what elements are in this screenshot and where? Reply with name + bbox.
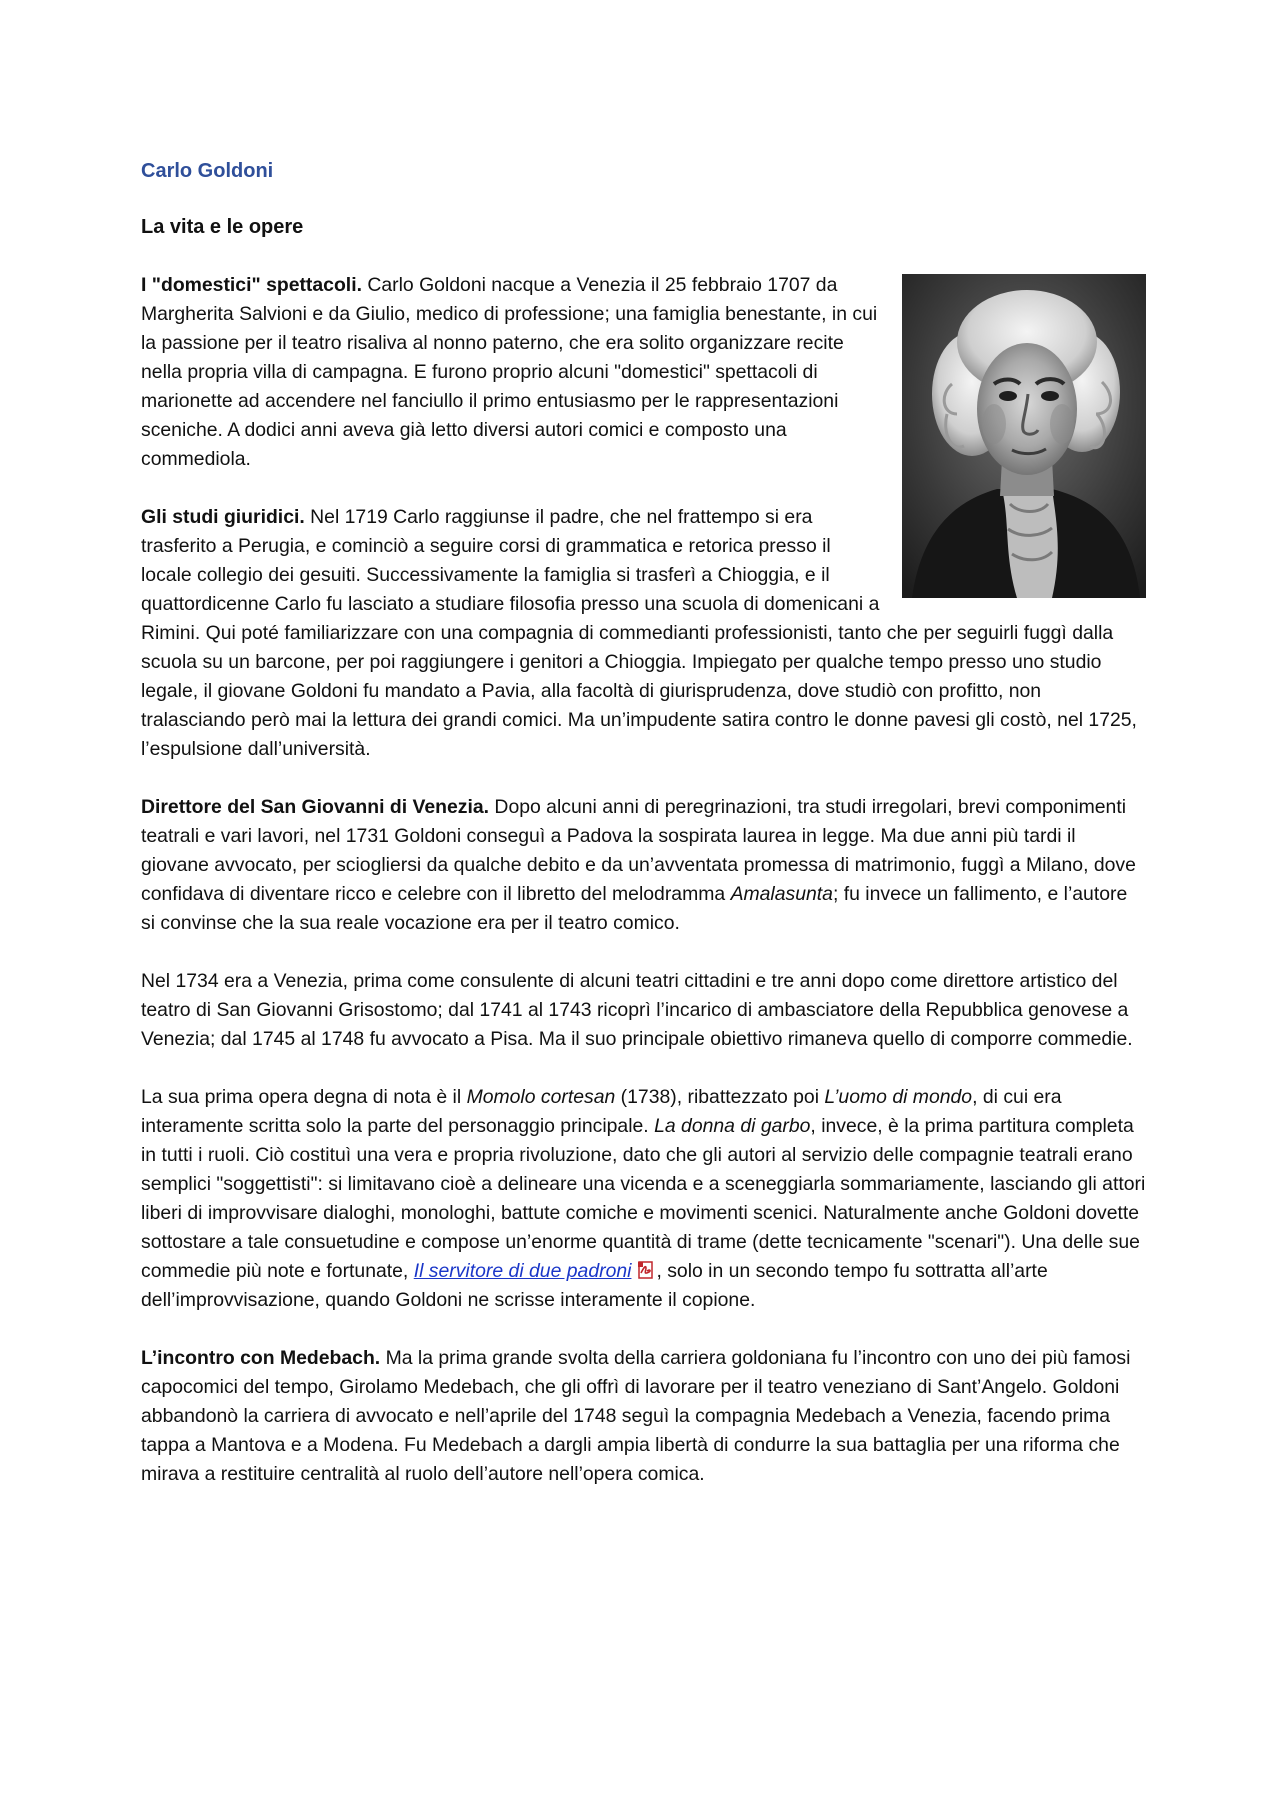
- document-subtitle: La vita e le opere: [141, 216, 304, 238]
- portrait-image: [902, 274, 1146, 598]
- text-prima-opera-4: , invece, è la prima partitura completa in tutti i ruoli. Ciò costituì una vera e propria rivoluzione, dato che gli autori al servizio delle compagnie teatrali erano semplici "soggettisti": si limitavano cioè a delineare una vicenda e a sceneggiarla sommariamente, lasciando gli attori liberi di improvvisare dialoghi, monologhi, battute comiche e movimenti scenici. Naturalmente anche Goldoni dovette sottostare a tale consuetudine e compose un’enorme quantità di trame (dette tecnicamente "scenari"). Una delle sue commedie più note e fortunate,: [141, 1115, 1146, 1282]
- title-momolo-cortesan: Momolo cortesan: [466, 1086, 616, 1108]
- paragraph-venezia-1734: [141, 967, 1146, 1054]
- paragraph-domestici-spettacoli: [141, 271, 1146, 474]
- text-prima-opera-5: , solo in un secondo tempo fu sottratta all’arte dell’improvvisazione, quando Goldoni ne scrisse interamente il copione.: [141, 1260, 1048, 1311]
- text-incontro-medebach: Ma la prima grande svolta della carriera goldoniana fu l’incontro con uno dei più famosi capocomici del tempo, Girolamo Medebach, che gli offrì di lavorare per il teatro veneziano di Sant’Angelo. Goldoni abbandonò la carriera di avvocato e nell’aprile del 1748 seguì la compagnia Medebach a Venezia, facendo prima tappa a Mantova e a Modena. Fu Medebach a dargli ampia libertà di condurre la sua battaglia per una riforma che mirava a restituire centralità al ruolo dell’autore nell’opera comica.: [141, 1347, 1131, 1485]
- heading-incontro-medebach: L’incontro con Medebach.: [141, 1347, 381, 1369]
- text-studi-giuridici: Nel 1719 Carlo raggiunse il padre, che nel frattempo si era trasferito a Perugia, e cominciò a seguire corsi di grammatica e retorica presso il locale collegio dei gesuiti. Successivamente la famiglia si trasferì a Chioggia, e il quattordicenne Carlo fu lasciato a studiare filosofia presso una scuola di domenicani a Rimini. Qui poté familiarizzare con una compagnia di commedianti professionisti, tanto che per seguirli fuggì dalla scuola su un barcone, per poi raggiungere i genitori a Chioggia. Impiegato per qualche tempo presso uno studio legale, il giovane Goldoni fu mandato a Pavia, alla facoltà di giurisprudenza, dove studiò con profitto, non tralasciando però mai la lettura dei grandi comici. Ma un’impudente satira contro le donne pavesi gli costò, nel 1725, l’espulsione dall’università.: [141, 506, 1137, 760]
- document-title: Carlo Goldoni: [141, 160, 274, 182]
- heading-direttore-san-giovanni: Direttore del San Giovanni di Venezia.: [141, 796, 490, 818]
- title-donna-di-garbo: La donna di garbo: [654, 1115, 811, 1137]
- text-venezia-1734: Nel 1734 era a Venezia, prima come consulente di alcuni teatri cittadini e tre anni dopo come direttore artistico del teatro di San Giovanni Grisostomo; dal 1741 al 1743 ricoprì l’incarico di ambasciatore della Repubblica genovese a Venezia; dal 1745 al 1748 fu avvocato a Pisa. Ma il suo principale obiettivo rimaneva quello di comporre commedie.: [141, 970, 1133, 1050]
- title-amalasunta: Amalasunta: [730, 883, 833, 905]
- text-direttore-b: ; fu invece un fallimento, e l’autore si convinse che la sua reale vocazione era per il teatro comico.: [141, 883, 1128, 934]
- paragraph-prima-opera: [141, 1083, 1146, 1315]
- text-prima-opera-3: , di cui era interamente scritta solo la parte del personaggio principale.: [141, 1086, 1062, 1137]
- link-servitore-di-due-padroni[interactable]: Il servitore di due padroni: [413, 1260, 632, 1282]
- text-direttore-a: Dopo alcuni anni di peregrinazioni, tra studi irregolari, brevi componimenti teatrali e vari lavori, nel 1731 Goldoni conseguì a Padova la sospirata laurea in legge. Ma due anni più tardi il giovane avvocato, per sciogliersi da qualche debito e da un’avventata promessa di matrimonio, fuggì a Milano, dove confidava di diventare ricco e celebre con il libretto del melodramma: [141, 796, 1136, 905]
- title-uomo-di-mondo: L’uomo di mondo: [824, 1086, 973, 1108]
- document-page: [141, 150, 1146, 1489]
- text-prima-opera-1: La sua prima opera degna di nota è il: [141, 1086, 467, 1108]
- heading-studi-giuridici: Gli studi giuridici.: [141, 506, 305, 528]
- text-prima-opera-2: (1738), ribattezzato poi: [615, 1086, 825, 1108]
- text-domestici-spettacoli: Carlo Goldoni nacque a Venezia il 25 febbraio 1707 da Margherita Salvioni e da Giulio, medico di professione; una famiglia benestante, in cui la passione per il teatro risaliva al nonno paterno, che era solito organizzare recite nella propria villa di campagna. E furono proprio alcuni "domestici" spettacoli di marionette ad accendere nel fanciullo il primo entusiasmo per le rappresentazioni sceniche. A dodici anni aveva già letto diversi autori comici e composto una commediola.: [141, 274, 878, 470]
- paragraph-direttore-san-giovanni: [141, 793, 1146, 938]
- paragraph-incontro-medebach: [141, 1344, 1146, 1489]
- heading-domestici-spettacoli: I "domestici" spettacoli.: [141, 274, 362, 296]
- pdf-icon[interactable]: [637, 1259, 655, 1277]
